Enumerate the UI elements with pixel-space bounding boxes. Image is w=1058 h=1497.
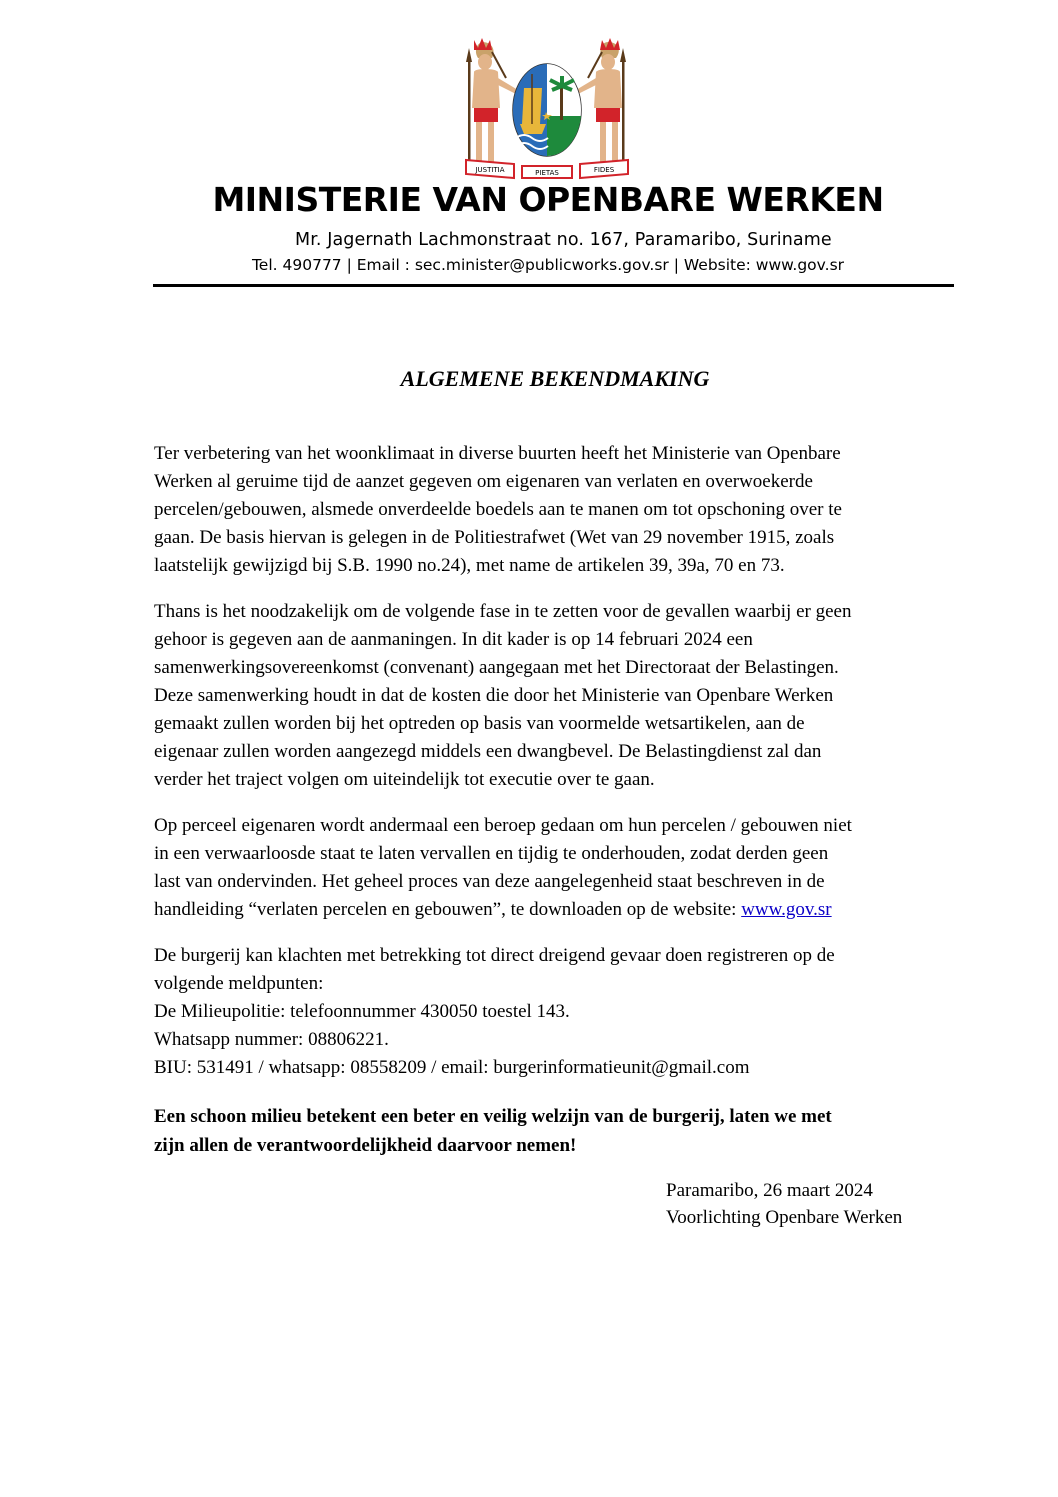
text-line: samenwerkingsovereenkomst (convenant) aangegaan met het Directoraat der Belastingen.	[154, 657, 839, 678]
text-line: Op perceel eigenaren wordt andermaal een beroep gedaan om hun percelen / gebouwen niet	[154, 815, 852, 836]
paragraph-next-phase	[154, 598, 944, 794]
motto-fides: FIDES	[593, 166, 615, 174]
website-link[interactable]: www.gov.sr	[741, 899, 832, 920]
shield	[513, 64, 581, 156]
paragraph-contact-points	[154, 942, 944, 1082]
ministry-title: MINISTERIE VAN OPENBARE WERKEN	[212, 180, 884, 219]
notice-body	[154, 440, 944, 1082]
ministry-contact: Tel. 490777 | Email : sec.minister@publicworks.gov.sr | Website: www.gov.sr	[251, 256, 845, 274]
motto-pietas: PIETAS	[535, 169, 559, 177]
header-divider	[153, 284, 954, 287]
text-line: De burgerij kan klachten met betrekking tot direct dreigend gevaar doen registreren op de	[154, 945, 835, 966]
text-line: Werken al geruime tijd de aanzet gegeven om eigenaren van verlaten en overwoekerde	[154, 471, 813, 492]
department: Voorlichting Openbare Werken	[666, 1207, 903, 1228]
text-line: BIU: 531491 / whatsapp: 08558209 / email: burgerinformatieunit@gmail.com	[154, 1057, 750, 1078]
text-line: last van ondervinden. Het geheel proces van deze aangelegenheid staat beschreven in de	[154, 871, 825, 892]
text-line: eigenaar zullen worden aangezegd middels een dwangbevel. De Belastingdienst zal dan	[154, 741, 822, 762]
suriname-coat-of-arms-icon	[462, 38, 632, 180]
motto-ribbon	[466, 160, 628, 178]
text-line: in een verwaarloosde staat te laten vervallen en tijdig te onderhouden, zodat derden geen	[154, 843, 829, 864]
text-line: zijn allen de verantwoordelijkheid daarvoor nemen!	[154, 1135, 577, 1156]
ministry-address: Mr. Jagernath Lachmonstraat no. 167, Paramaribo, Suriname	[295, 230, 832, 250]
text-segment: handleiding “verlaten percelen en gebouwen”, te downloaden op de website:	[154, 899, 742, 920]
text-line: Whatsapp nummer: 08806221.	[154, 1029, 389, 1050]
text-line: percelen/gebouwen, alsmede onverdeelde boedels aan te manen om tot opschoning over te	[154, 499, 842, 520]
right-bearer	[576, 38, 626, 172]
text-line: Ter verbetering van het woonklimaat in diverse buurten heeft het Ministerie van Openbare	[154, 443, 841, 464]
text-line: gehoor is gegeven aan de aanmaningen. In dit kader is op 14 februari 2024 een	[154, 629, 753, 650]
left-bearer	[466, 38, 518, 172]
text-line: Thans is het noodzakelijk om de volgende fase in te zetten voor de gevallen waarbij er geen	[154, 601, 852, 622]
signature-block	[666, 1177, 902, 1231]
notice-title: ALGEMENE BEKENDMAKING	[400, 366, 710, 391]
text-line: laatstelijk gewijzigd bij S.B. 1990 no.24), met name de artikelen 39, 39a, 70 en 73.	[154, 555, 785, 576]
text-line: verder het traject volgen om uiteindelijk tot executie over te gaan.	[154, 769, 655, 790]
text-line	[154, 896, 944, 924]
text-line: Een schoon milieu betekent een beter en veilig welzijn van de burgerij, laten we met	[154, 1106, 832, 1127]
text-line: De Milieupolitie: telefoonnummer 430050 toestel 143.	[154, 1001, 570, 1022]
text-line: Deze samenwerking houdt in dat de kosten die door het Ministerie van Openbare Werken	[154, 685, 834, 706]
text-line: gemaakt zullen worden bij het optreden op basis van voormelde wetsartikelen, aan de	[154, 713, 805, 734]
motto-justitia: JUSTITIA	[475, 166, 505, 174]
paragraph-intro	[154, 440, 944, 580]
place-date: Paramaribo, 26 maart 2024	[666, 1180, 873, 1201]
text-line: gaan. De basis hiervan is gelegen in de Politiestrafwet (Wet van 29 november 1915, zoals	[154, 527, 835, 548]
closing-statement	[154, 1102, 954, 1160]
text-line: volgende meldpunten:	[154, 973, 324, 994]
paragraph-appeal	[154, 812, 944, 924]
